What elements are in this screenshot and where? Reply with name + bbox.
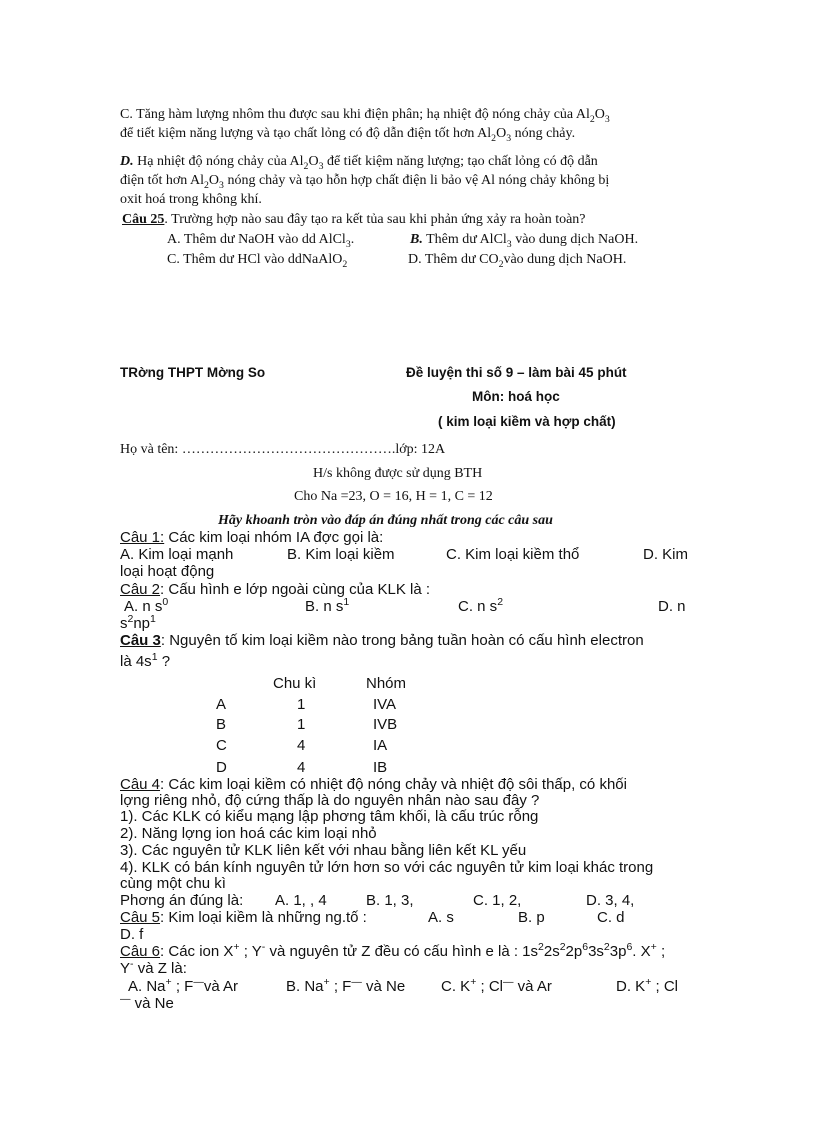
q4-option-c: C. 1, 2,	[473, 892, 522, 909]
q4-statement-3: 3). Các nguyên tử KLK liên kết với nhau bằng liên kết KL yếu	[120, 842, 527, 859]
given-masses: Cho Na =23, O = 16, H = 1, C = 12	[294, 489, 493, 504]
question-2: Câu 2: Cấu hình e lớp ngoài cùng của KLK là :	[120, 581, 431, 598]
q4-statement-4-cont: cùng một chu kì	[120, 875, 226, 892]
q6-option-d-cont: — và Ne	[120, 993, 174, 1012]
q6-option-c: C. K+ ; Cl— và Ar	[441, 976, 552, 995]
topic: ( kim loại kiềm và hợp chất)	[438, 414, 616, 429]
col-group: Nhóm	[366, 675, 407, 692]
q1-option-d-cont: loại hoạt động	[120, 563, 215, 580]
q25-option-c: C. Thêm dư HCl vào ddNaAlO$_2$	[167, 252, 348, 270]
exam-title: Đề luyện thi số 9 – làm bài 45 phút	[406, 365, 627, 380]
q25-option-a: A. Thêm dư NaOH vào dd AlCl$_3$.	[167, 232, 355, 250]
q3-row-period: 4	[297, 759, 306, 776]
q25-option-b: B. Thêm dư AlCl$_3$ vào dung dịch NaOH.	[410, 232, 639, 250]
subject: Môn: hoá học	[472, 389, 560, 404]
q1-option-d: D. Kim	[643, 546, 688, 563]
question-3: Câu 3: Nguyên tố kim loại kiềm nào trong bảng tuần hoàn có cấu hình electron	[120, 632, 644, 649]
col-period: Chu kì	[273, 675, 317, 692]
q3-row-group: IB	[373, 759, 388, 776]
q3-row-opt: B	[216, 716, 227, 733]
q3-row-period: 1	[297, 696, 306, 713]
q4-option-b: B. 1, 3,	[366, 892, 414, 909]
question-6-cont: Y- và Z là:	[120, 958, 187, 977]
q4-statement-1: 1). Các KLK có kiểu mạng lập phơng tâm khối, là cấu trúc rỗng	[120, 808, 539, 825]
q3-row-group: IVA	[373, 696, 397, 713]
q3-row-group: IVB	[373, 716, 398, 733]
q4-statement-2: 2). Năng lợng ion hoá các kim loại nhỏ	[120, 825, 377, 842]
q3-row-period: 4	[297, 737, 306, 754]
q4-statement-4: 4). KLK có bán kính nguyên tử lớn hơn so với các nguyên tử kim loại khác trong	[120, 859, 654, 876]
q5-option-a: A. s	[428, 909, 454, 926]
option-d-line3: oxit hoá trong không khí.	[120, 192, 262, 207]
q6-option-a: A. Na+ ; F—và Ar	[128, 976, 239, 995]
q3-row-period: 1	[297, 716, 306, 733]
question-3-cont: là $4s^1$ ?	[120, 651, 171, 670]
instruction: Hãy khoanh tròn vào đáp án đúng nhất trong các câu sau	[218, 513, 553, 528]
option-c-line1: C. Tăng hàm lượng nhôm thu được sau khi điện phân; hạ nhiệt độ nóng chảy của $Al_2O_3$	[120, 107, 610, 125]
q2-option-d-cont: $s^2np^1$	[120, 613, 156, 632]
q4-option-d: D. 3, 4,	[586, 892, 635, 909]
no-table-note: H/s không được sử dụng BTH	[313, 466, 483, 481]
q5-option-b: B. p	[518, 909, 545, 926]
question-5: Câu 5: Kim loại kiềm là những ng.tố :	[120, 909, 367, 926]
question-6: Câu 6: Các ion X+ ; Y- và nguyên tử Z đều có cấu hình e là : $1s^22s^22p^63s^23p^6$. X+ ;	[120, 941, 666, 960]
q3-row-opt: A	[216, 696, 227, 713]
q2-option-b: B. n $s^1$	[305, 596, 350, 615]
q4-answer-label: Phơng án đúng là:	[120, 892, 244, 909]
q5-option-c: C. d	[597, 909, 625, 926]
q3-row-group: IA	[373, 737, 388, 754]
q2-option-c: C. n $s^2$	[458, 596, 504, 615]
q3-row-opt: D	[216, 759, 227, 776]
option-d-line1: D. Hạ nhiệt độ nóng chảy của $Al_2O_3$ để tiết kiệm năng lượng; tạo chất lỏng có độ dẫn	[120, 154, 598, 172]
q3-row-opt: C	[216, 737, 227, 754]
option-d-line2: điện tốt hơn $Al_2O_3$ nóng chảy và tạo hỗn hợp chất điện li bảo vệ Al nóng chảy không bị	[120, 173, 610, 191]
q6-option-d: D. K+ ; Cl	[616, 976, 678, 995]
q1-option-b: B. Kim loại kiềm	[287, 546, 395, 563]
question-1: Câu 1: Các kim loại nhóm IA đợc gọi là:	[120, 529, 384, 546]
q4-option-a: A. 1, , 4	[275, 892, 327, 909]
q1-option-a: A. Kim loại mạnh	[120, 546, 234, 563]
name-class-line: Họ và tên: ……………………………………….lớp: 12A	[120, 442, 446, 457]
question-25: Câu 25. Trường hợp nào sau đây tạo ra kết tủa sau khi phản ứng xảy ra hoàn toàn?	[122, 212, 586, 227]
question-4-cont: lợng riêng nhỏ, độ cứng thấp là do nguyên nhân nào sau đây ?	[120, 792, 540, 809]
q6-option-b: B. Na+ ; F— và Ne	[286, 976, 406, 995]
option-c-line2: để tiết kiệm năng lượng và tạo chất lỏng có độ dẫn điện tốt hơn $Al_2O_3$ nóng chảy.	[120, 126, 576, 144]
question-4: Câu 4: Các kim loại kiềm có nhiệt độ nóng chảy và nhiệt độ sôi thấp, có khối	[120, 776, 627, 793]
q1-option-c: C. Kim loại kiềm thổ	[446, 546, 580, 563]
school-name: TRờng THPT Mờng So	[120, 365, 266, 380]
q25-option-d: D. Thêm dư $CO_2vào$ dung dịch NaOH.	[408, 252, 627, 270]
q5-option-d: D. f	[120, 926, 144, 943]
q2-option-a: A. n $s^0$	[124, 596, 169, 615]
q2-option-d: D. n	[658, 598, 686, 615]
